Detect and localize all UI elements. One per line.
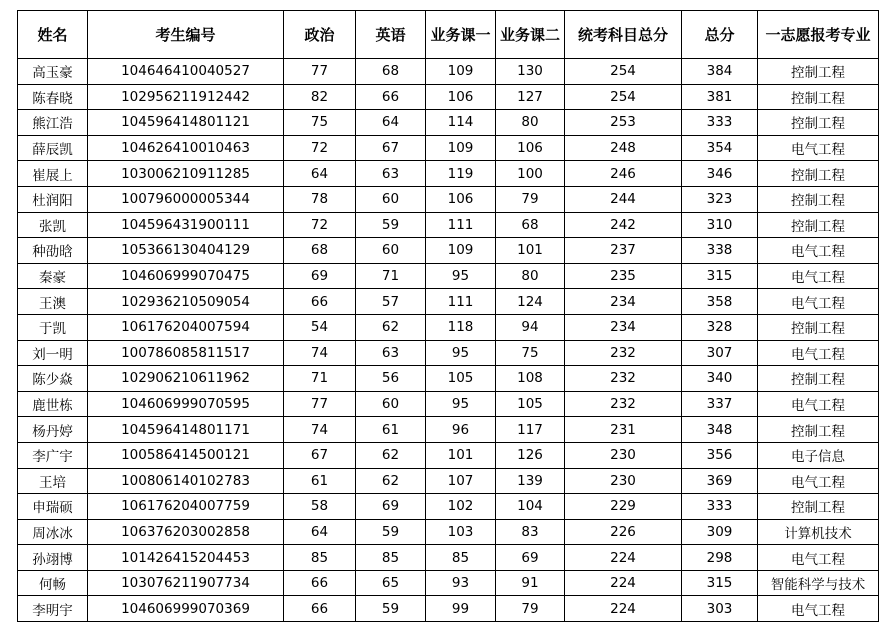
cell-course-2: 117: [496, 417, 565, 443]
cell-name: 刘一明: [18, 340, 88, 366]
table-row: [18, 545, 879, 571]
cell-politics: 66: [284, 596, 356, 622]
cell-english: 59: [356, 212, 426, 238]
header-politics: 政治: [284, 11, 356, 59]
cell-exam-id: 103006210911285: [88, 161, 284, 187]
cell-total: 369: [682, 468, 758, 494]
cell-total: 356: [682, 442, 758, 468]
cell-name: 于凯: [18, 314, 88, 340]
cell-total: 337: [682, 391, 758, 417]
cell-total: 346: [682, 161, 758, 187]
cell-english: 56: [356, 366, 426, 392]
cell-total: 309: [682, 519, 758, 545]
cell-course-1: 109: [426, 135, 496, 161]
cell-course-1: 109: [426, 59, 496, 85]
cell-major: 电气工程: [758, 596, 879, 622]
table-row: [18, 340, 879, 366]
cell-total: 328: [682, 314, 758, 340]
cell-exam-id: 105366130404129: [88, 238, 284, 264]
cell-major: 电子信息: [758, 442, 879, 468]
cell-politics: 71: [284, 366, 356, 392]
cell-unified-total: 253: [565, 110, 682, 136]
cell-course-2: 104: [496, 494, 565, 520]
cell-politics: 67: [284, 442, 356, 468]
cell-unified-total: 224: [565, 545, 682, 571]
cell-unified-total: 230: [565, 442, 682, 468]
cell-major: 控制工程: [758, 110, 879, 136]
cell-course-2: 80: [496, 263, 565, 289]
cell-exam-id: 104596414801121: [88, 110, 284, 136]
cell-unified-total: 246: [565, 161, 682, 187]
cell-unified-total: 242: [565, 212, 682, 238]
cell-name: 何畅: [18, 570, 88, 596]
cell-english: 64: [356, 110, 426, 136]
cell-english: 71: [356, 263, 426, 289]
cell-course-1: 102: [426, 494, 496, 520]
cell-name: 种劭晗: [18, 238, 88, 264]
cell-english: 59: [356, 519, 426, 545]
cell-total: 323: [682, 186, 758, 212]
cell-major: 控制工程: [758, 84, 879, 110]
cell-unified-total: 224: [565, 596, 682, 622]
cell-unified-total: 254: [565, 84, 682, 110]
cell-name: 李明宇: [18, 596, 88, 622]
cell-major: 电气工程: [758, 391, 879, 417]
table-row: [18, 161, 879, 187]
cell-english: 59: [356, 596, 426, 622]
cell-english: 69: [356, 494, 426, 520]
cell-course-2: 100: [496, 161, 565, 187]
cell-course-2: 127: [496, 84, 565, 110]
cell-course-2: 126: [496, 442, 565, 468]
cell-english: 65: [356, 570, 426, 596]
cell-exam-id: 102906210611962: [88, 366, 284, 392]
cell-exam-id: 104626410010463: [88, 135, 284, 161]
cell-total: 338: [682, 238, 758, 264]
cell-exam-id: 104646410040527: [88, 59, 284, 85]
cell-name: 李广宇: [18, 442, 88, 468]
cell-unified-total: 254: [565, 59, 682, 85]
cell-course-1: 95: [426, 340, 496, 366]
cell-major: 控制工程: [758, 212, 879, 238]
cell-total: 315: [682, 570, 758, 596]
cell-course-2: 79: [496, 186, 565, 212]
cell-exam-id: 106176204007594: [88, 314, 284, 340]
cell-english: 57: [356, 289, 426, 315]
header-course-1: 业务课一: [426, 11, 496, 59]
cell-course-1: 119: [426, 161, 496, 187]
table-row: [18, 186, 879, 212]
cell-politics: 77: [284, 59, 356, 85]
cell-english: 63: [356, 340, 426, 366]
cell-course-1: 99: [426, 596, 496, 622]
cell-exam-id: 101426415204453: [88, 545, 284, 571]
cell-unified-total: 229: [565, 494, 682, 520]
cell-total: 310: [682, 212, 758, 238]
cell-english: 85: [356, 545, 426, 571]
cell-course-1: 107: [426, 468, 496, 494]
table-row: [18, 468, 879, 494]
cell-name: 薛辰凯: [18, 135, 88, 161]
cell-course-1: 93: [426, 570, 496, 596]
cell-english: 62: [356, 442, 426, 468]
cell-total: 358: [682, 289, 758, 315]
cell-total: 381: [682, 84, 758, 110]
cell-course-2: 105: [496, 391, 565, 417]
table-row: [18, 494, 879, 520]
cell-exam-id: 104606999070595: [88, 391, 284, 417]
cell-name: 鹿世栋: [18, 391, 88, 417]
header-english: 英语: [356, 11, 426, 59]
cell-name: 申瑞硕: [18, 494, 88, 520]
cell-unified-total: 248: [565, 135, 682, 161]
cell-english: 61: [356, 417, 426, 443]
score-table: [17, 10, 879, 622]
cell-major: 电气工程: [758, 238, 879, 264]
cell-course-2: 69: [496, 545, 565, 571]
header-name: 姓名: [18, 11, 88, 59]
cell-total: 348: [682, 417, 758, 443]
cell-unified-total: 224: [565, 570, 682, 596]
table-row: [18, 212, 879, 238]
cell-major: 控制工程: [758, 366, 879, 392]
cell-course-2: 79: [496, 596, 565, 622]
cell-exam-id: 100786085811517: [88, 340, 284, 366]
cell-course-2: 68: [496, 212, 565, 238]
cell-unified-total: 232: [565, 340, 682, 366]
table-row: [18, 238, 879, 264]
cell-total: 298: [682, 545, 758, 571]
cell-exam-id: 103076211907734: [88, 570, 284, 596]
table-header: [18, 11, 879, 59]
cell-total: 333: [682, 110, 758, 136]
cell-course-1: 114: [426, 110, 496, 136]
table-row: [18, 570, 879, 596]
cell-politics: 68: [284, 238, 356, 264]
cell-politics: 85: [284, 545, 356, 571]
cell-unified-total: 231: [565, 417, 682, 443]
table-row: [18, 442, 879, 468]
cell-exam-id: 102936210509054: [88, 289, 284, 315]
cell-exam-id: 106376203002858: [88, 519, 284, 545]
cell-course-2: 139: [496, 468, 565, 494]
cell-unified-total: 235: [565, 263, 682, 289]
cell-politics: 77: [284, 391, 356, 417]
cell-course-1: 109: [426, 238, 496, 264]
cell-politics: 78: [284, 186, 356, 212]
cell-total: 384: [682, 59, 758, 85]
cell-major: 控制工程: [758, 59, 879, 85]
cell-exam-id: 100806140102783: [88, 468, 284, 494]
cell-name: 陈春晓: [18, 84, 88, 110]
cell-course-1: 106: [426, 84, 496, 110]
cell-politics: 72: [284, 212, 356, 238]
cell-course-2: 75: [496, 340, 565, 366]
cell-exam-id: 104596431900111: [88, 212, 284, 238]
cell-politics: 66: [284, 570, 356, 596]
cell-major: 控制工程: [758, 417, 879, 443]
cell-politics: 64: [284, 519, 356, 545]
cell-english: 62: [356, 314, 426, 340]
cell-course-2: 106: [496, 135, 565, 161]
cell-course-2: 108: [496, 366, 565, 392]
cell-exam-id: 100796000005344: [88, 186, 284, 212]
cell-politics: 61: [284, 468, 356, 494]
cell-course-2: 130: [496, 59, 565, 85]
cell-unified-total: 232: [565, 366, 682, 392]
cell-english: 63: [356, 161, 426, 187]
cell-exam-id: 102956211912442: [88, 84, 284, 110]
cell-unified-total: 234: [565, 289, 682, 315]
table-row: [18, 391, 879, 417]
table-row: [18, 289, 879, 315]
cell-name: 秦豪: [18, 263, 88, 289]
cell-politics: 72: [284, 135, 356, 161]
cell-course-1: 85: [426, 545, 496, 571]
cell-politics: 82: [284, 84, 356, 110]
table-row: [18, 596, 879, 622]
table-row: [18, 135, 879, 161]
cell-major: 控制工程: [758, 186, 879, 212]
table-body: [18, 59, 879, 622]
cell-exam-id: 104606999070369: [88, 596, 284, 622]
table-row: [18, 110, 879, 136]
header-exam-id: 考生编号: [88, 11, 284, 59]
cell-english: 60: [356, 186, 426, 212]
cell-course-2: 91: [496, 570, 565, 596]
cell-name: 王培: [18, 468, 88, 494]
cell-english: 60: [356, 238, 426, 264]
cell-course-1: 103: [426, 519, 496, 545]
cell-major: 电气工程: [758, 263, 879, 289]
cell-exam-id: 104596414801171: [88, 417, 284, 443]
cell-politics: 58: [284, 494, 356, 520]
cell-total: 340: [682, 366, 758, 392]
table-row: [18, 519, 879, 545]
cell-total: 307: [682, 340, 758, 366]
cell-major: 计算机技术: [758, 519, 879, 545]
cell-english: 66: [356, 84, 426, 110]
header-total: 总分: [682, 11, 758, 59]
cell-major: 智能科学与技术: [758, 570, 879, 596]
table-row: [18, 417, 879, 443]
cell-name: 高玉豪: [18, 59, 88, 85]
header-course-2: 业务课二: [496, 11, 565, 59]
table-row: [18, 59, 879, 85]
cell-name: 熊江浩: [18, 110, 88, 136]
cell-course-1: 105: [426, 366, 496, 392]
header-first-choice-major: 一志愿报考专业: [758, 11, 879, 59]
cell-name: 杨丹婷: [18, 417, 88, 443]
cell-major: 控制工程: [758, 161, 879, 187]
cell-unified-total: 244: [565, 186, 682, 212]
cell-english: 68: [356, 59, 426, 85]
cell-course-1: 101: [426, 442, 496, 468]
cell-major: 电气工程: [758, 135, 879, 161]
cell-total: 354: [682, 135, 758, 161]
cell-name: 杜润阳: [18, 186, 88, 212]
cell-exam-id: 100586414500121: [88, 442, 284, 468]
cell-name: 孙翊博: [18, 545, 88, 571]
cell-exam-id: 104606999070475: [88, 263, 284, 289]
cell-english: 62: [356, 468, 426, 494]
cell-course-2: 94: [496, 314, 565, 340]
cell-total: 315: [682, 263, 758, 289]
cell-course-2: 124: [496, 289, 565, 315]
cell-english: 60: [356, 391, 426, 417]
cell-course-1: 111: [426, 212, 496, 238]
cell-course-1: 95: [426, 263, 496, 289]
cell-politics: 66: [284, 289, 356, 315]
cell-unified-total: 232: [565, 391, 682, 417]
header-unified-total: 统考科目总分: [565, 11, 682, 59]
cell-name: 张凯: [18, 212, 88, 238]
cell-politics: 69: [284, 263, 356, 289]
cell-unified-total: 234: [565, 314, 682, 340]
table-row: [18, 84, 879, 110]
cell-major: 电气工程: [758, 468, 879, 494]
cell-name: 陈少焱: [18, 366, 88, 392]
cell-politics: 54: [284, 314, 356, 340]
table-row: [18, 314, 879, 340]
table-row: [18, 366, 879, 392]
cell-course-2: 80: [496, 110, 565, 136]
cell-total: 303: [682, 596, 758, 622]
cell-major: 控制工程: [758, 494, 879, 520]
cell-unified-total: 226: [565, 519, 682, 545]
cell-course-1: 118: [426, 314, 496, 340]
cell-english: 67: [356, 135, 426, 161]
cell-major: 电气工程: [758, 289, 879, 315]
table-row: [18, 263, 879, 289]
cell-politics: 74: [284, 417, 356, 443]
cell-major: 电气工程: [758, 340, 879, 366]
cell-course-2: 83: [496, 519, 565, 545]
cell-major: 电气工程: [758, 545, 879, 571]
cell-politics: 74: [284, 340, 356, 366]
cell-name: 周冰冰: [18, 519, 88, 545]
cell-major: 控制工程: [758, 314, 879, 340]
cell-exam-id: 106176204007759: [88, 494, 284, 520]
cell-course-1: 96: [426, 417, 496, 443]
cell-unified-total: 237: [565, 238, 682, 264]
cell-total: 333: [682, 494, 758, 520]
cell-course-1: 95: [426, 391, 496, 417]
cell-course-1: 111: [426, 289, 496, 315]
cell-politics: 64: [284, 161, 356, 187]
cell-name: 王澳: [18, 289, 88, 315]
cell-politics: 75: [284, 110, 356, 136]
header-row: [18, 11, 879, 59]
cell-course-2: 101: [496, 238, 565, 264]
cell-name: 崔展上: [18, 161, 88, 187]
cell-unified-total: 230: [565, 468, 682, 494]
cell-course-1: 106: [426, 186, 496, 212]
